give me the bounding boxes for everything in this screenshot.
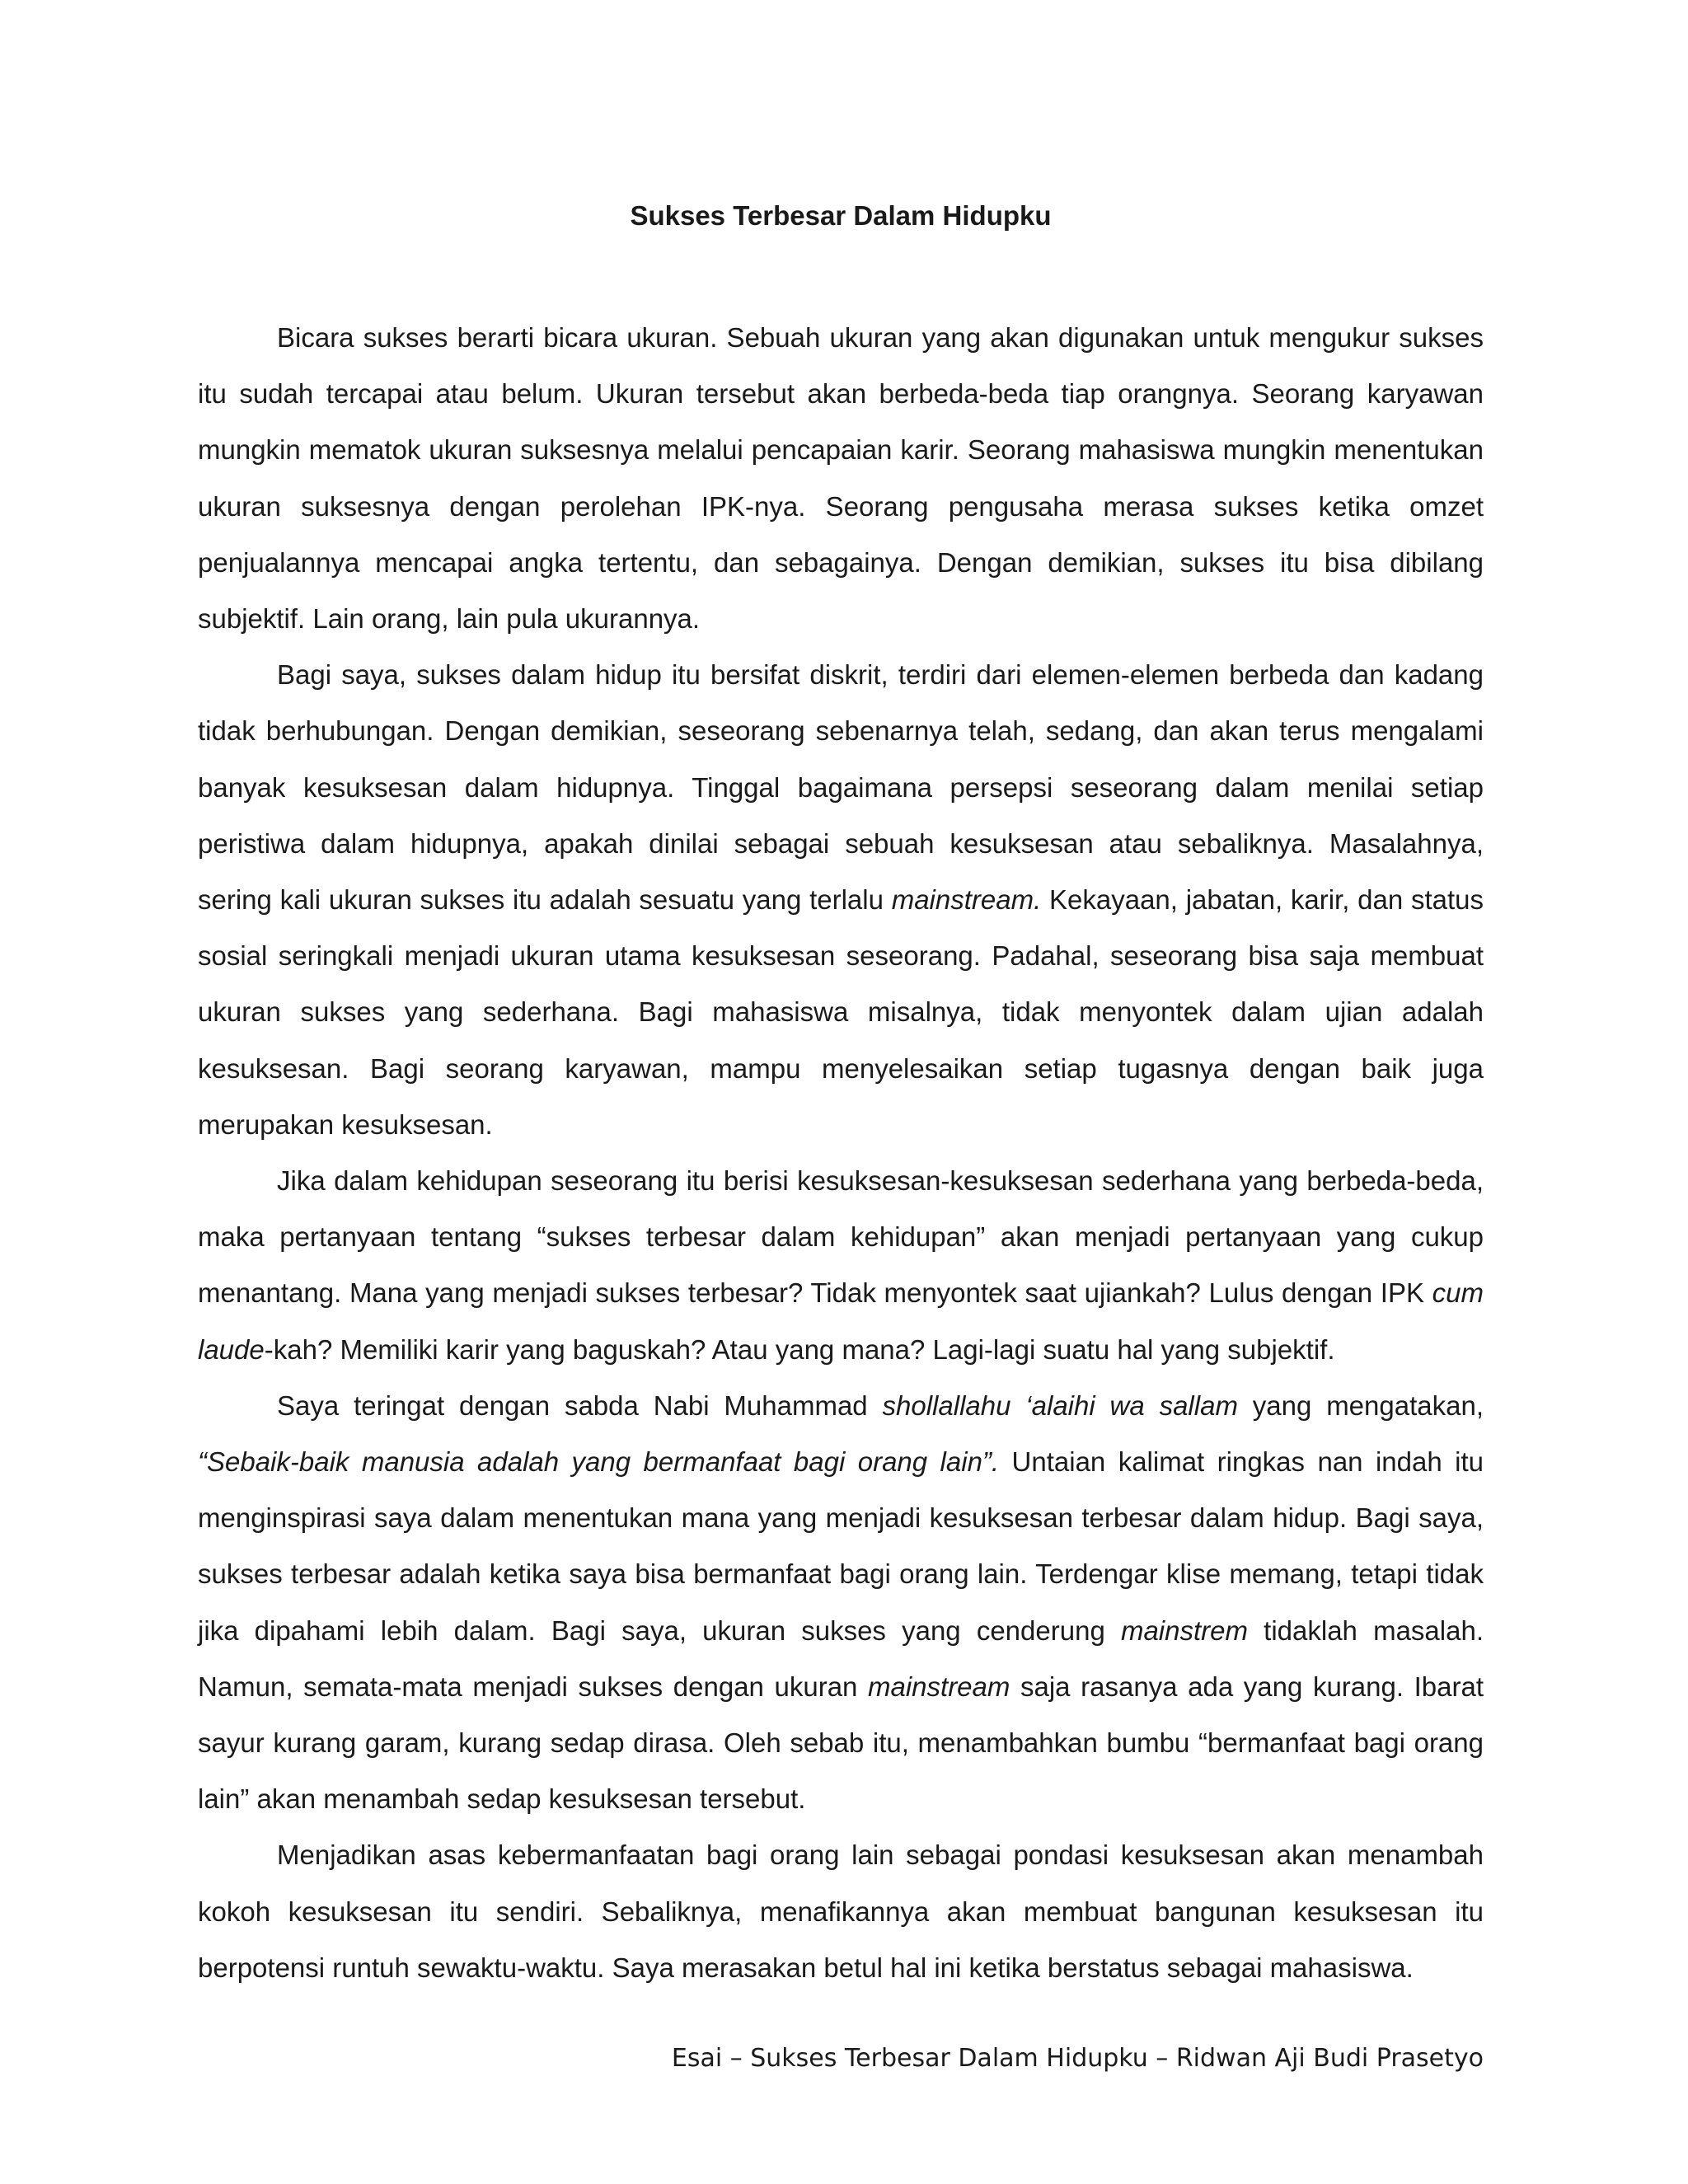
text-run: Bagi saya, sukses dalam hidup itu bersifat diskrit, terdiri dari elemen-elemen berbeda dan kadang tidak berhubungan. Dengan demikian, seseorang sebenarnya telah, sedang, dan akan terus mengalami banyak kesuksesan dalam hidupnya. Tinggal bagaimana persepsi seseorang dalam menilai setiap peristiwa dalam hidupnya, apakah dinilai sebagai sebuah kesuksesan atau sebaliknya. Masalahnya, sering kali ukuran sukses itu adalah sesuatu yang terlalu: [198, 659, 1484, 916]
paragraph-4: [198, 1378, 1484, 1828]
page-footer: Esai – Sukses Terbesar Dalam Hidupku – Ridwan Aji Budi Prasetyo: [671, 2044, 1484, 2073]
italic-text: mainstrem: [1120, 1615, 1248, 1646]
paragraph-5: [198, 1827, 1484, 1996]
text-run: Jika dalam kehidupan seseorang itu berisi kesuksesan-kesuksesan sederhana yang berbeda-beda, maka pertanyaan tentang “sukses terbesar dalam kehidupan” akan menjadi pertanyaan yang cukup menantang. Mana yang menjadi sukses terbesar? Tidak menyontek saat ujiankah? Lulus dengan IPK: [198, 1165, 1484, 1309]
paragraph-3: [198, 1153, 1484, 1378]
text-run: Menjadikan asas kebermanfaatan bagi orang lain sebagai pondasi kesuksesan akan menambah kokoh kesuksesan itu sendiri. Sebaliknya, menafikannya akan membuat bangunan kesuksesan itu berpotensi runtuh sewaktu-waktu. Saya merasakan betul hal ini ketika berstatus sebagai mahasiswa.: [198, 1840, 1484, 1983]
text-run: Untaian kalimat ringkas nan indah itu menginspirasi saya dalam menentukan mana yang menjadi kesuksesan terbesar dalam hidup. Bagi saya, sukses terbesar adalah ketika saya bisa bermanfaat bagi orang lain. Terdengar klise memang, tetapi tidak jika dipahami lebih dalam. Bagi saya, ukuran sukses yang cenderung: [198, 1446, 1484, 1646]
italic-text: “Sebaik-baik manusia adalah yang bermanfaat bagi orang lain”.: [198, 1446, 1000, 1478]
text-run: Saya teringat dengan sabda Nabi Muhammad: [277, 1390, 883, 1421]
text-run: -kah? Memiliki karir yang baguskah? Atau yang mana? Lagi-lagi suatu hal yang subjektif.: [264, 1333, 1335, 1365]
italic-text: mainstream: [868, 1671, 1010, 1702]
text-run: yang mengatakan,: [1237, 1390, 1484, 1421]
text-run: tidaklah masalah. Namun, semata-mata menjadi sukses dengan ukuran: [198, 1615, 1484, 1702]
text-run: saja rasanya ada yang kurang. Ibarat sayur kurang garam, kurang sedap dirasa. Oleh sebab itu, menambahkan bumbu “bermanfaat bagi orang lain” akan menambah sedap kesuksesan tersebut.: [198, 1671, 1484, 1815]
italic-text: cum laude: [198, 1277, 1484, 1365]
document-body: [198, 310, 1484, 1996]
text-run: Kekayaan, jabatan, karir, dan status sosial seringkali menjadi ukuran utama kesuksesan seseorang. Padahal, seseorang bisa saja membuat ukuran sukses yang sederhana. Bagi mahasiswa misalnya, tidak menyontek dalam ujian adalah kesuksesan. Bagi seorang karyawan, mampu menyelesaikan setiap tugasnya dengan baik juga merupakan kesuksesan.: [198, 884, 1484, 1140]
paragraph-2: [198, 647, 1484, 1153]
italic-text: mainstream.: [891, 884, 1042, 916]
italic-text: shollallahu ‘alaihi wa sallam: [882, 1390, 1238, 1421]
paragraph-1: [198, 310, 1484, 647]
document-title: Sukses Terbesar Dalam Hidupku: [630, 200, 1052, 231]
text-run: Bicara sukses berarti bicara ukuran. Sebuah ukuran yang akan digunakan untuk mengukur sukses itu sudah tercapai atau belum. Ukuran tersebut akan berbeda-beda tiap orangnya. Seorang karyawan mungkin mematok ukuran suksesnya melalui pencapaian karir. Seorang mahasiswa mungkin menentukan ukuran suksesnya dengan perolehan IPK-nya. Seorang pengusaha merasa sukses ketika omzet penjualannya mencapai angka tertentu, dan sebagainya. Dengan demikian, sukses itu bisa dibilang subjektif. Lain orang, lain pula ukurannya.: [198, 322, 1484, 635]
